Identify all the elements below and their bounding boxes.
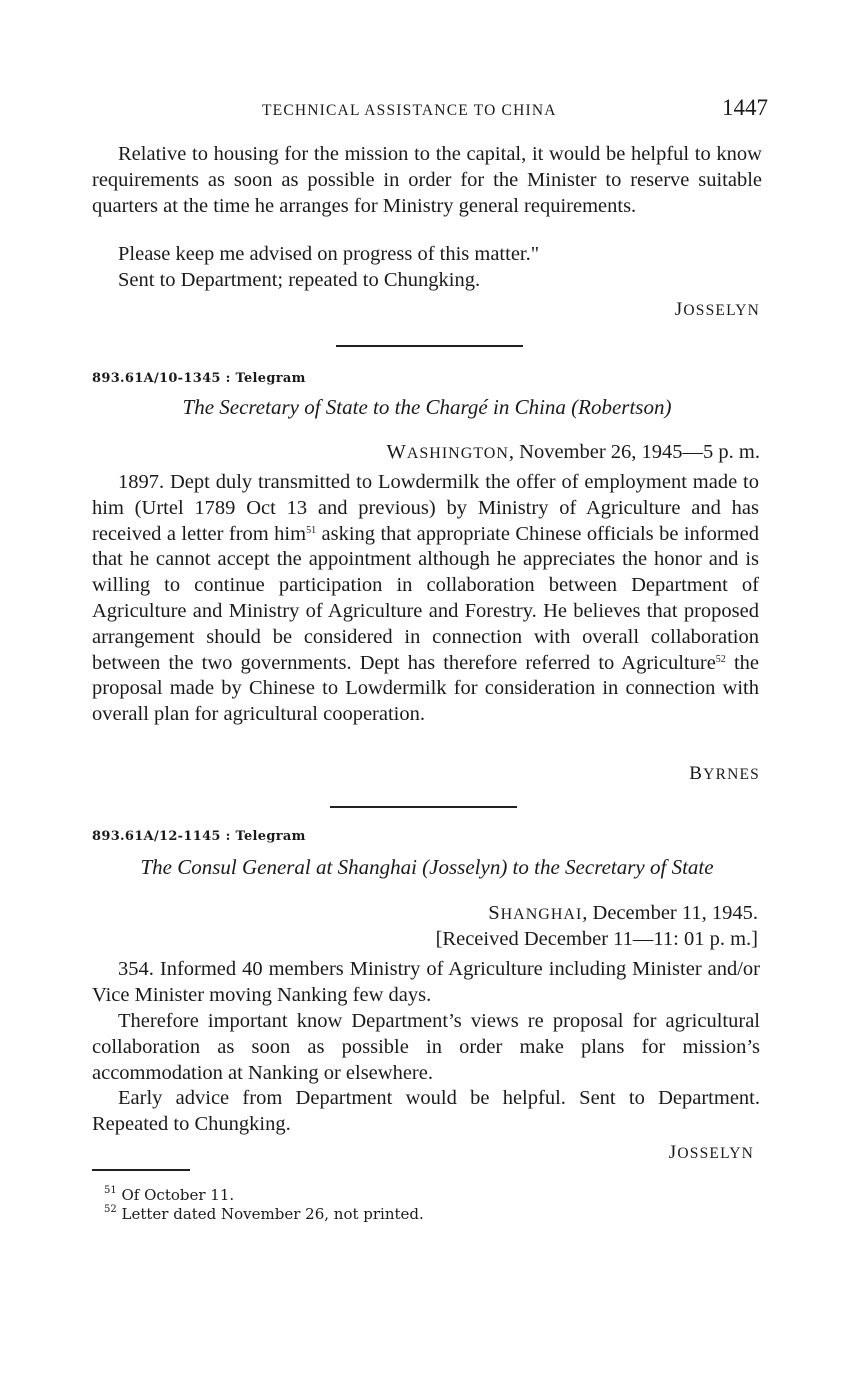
- running-title: TECHNICAL ASSISTANCE TO CHINA: [262, 102, 557, 119]
- section-divider: [330, 806, 517, 808]
- telegram-paragraph: Therefore important know Department’s views re proposal for agricultural collaboration as soon as possible in order make plans for mission’s accommodation at Nanking or elsewhere.: [92, 1010, 760, 1084]
- signature-josselyn-1: JOSSELYN: [674, 299, 760, 320]
- continuation-distribution: Sent to Department; repeated to Chungking.: [118, 269, 481, 291]
- dateline: SHANGHAI, December 11, 1945.: [488, 902, 758, 924]
- document-title: The Secretary of State to the Chargé in China (Robertson): [182, 395, 672, 419]
- footnote-ref-52: 52: [715, 653, 726, 665]
- telegram-paragraph: 354. Informed 40 members Ministry of Agriculture including Minister and/or Vice Minister moving Nanking few days.: [92, 958, 760, 1006]
- dateline: WASHINGTON, November 26, 1945—5 p. m.: [386, 441, 760, 463]
- footnote-ref-51: 51: [306, 524, 317, 536]
- footnote-rule: [92, 1169, 190, 1171]
- signature-byrnes: BYRNES: [689, 763, 760, 784]
- footnote-52: $^{52}$ Letter dated November 26, not printed.: [104, 1204, 424, 1223]
- signature-josselyn-2: JOSSELYN: [668, 1142, 754, 1163]
- telegram-body: 1897. Dept duly transmitted to Lowdermilk the offer of employment made to him (Urtel 1789 Oct 13 and previous) by Ministry of Agriculture and has received a letter from him$^{51}$ asking that appropriate Chinese officials be informed that he cannot accept the appointment although he appreciates the honor and is willing to continue participation in collaboration between Department of Agriculture and Ministry of Agriculture and Forestry. He believes that proposed arrangement should be considered in connection with overall collaboration between the two governments. Dept has therefore referred to Agriculture$^{52}$ the proposal made by Chinese to Lowdermilk for consideration in connection with overall plan for agricultural cooperation.: [92, 471, 759, 726]
- file-number: 893.61A/10-1345 : Telegram: [92, 371, 306, 386]
- footnote-51: $^{51}$ Of October 11.: [104, 1185, 235, 1204]
- page-header: [92, 95, 768, 126]
- continuation-request: Please keep me advised on progress of this matter.": [118, 243, 540, 265]
- continuation-paragraph: Relative to housing for the mission to the capital, it would be helpful to know requirements as soon as possible in order for the Minister to reserve suitable quarters at the time he arranges for Ministry general requirements.: [92, 143, 762, 217]
- document-title: The Consul General at Shanghai (Josselyn) to the Secretary of State: [140, 855, 714, 879]
- file-number: 893.61A/12-1145 : Telegram: [92, 829, 306, 844]
- received-line: [Received December 11—11: 01 p. m.]: [435, 928, 758, 950]
- telegram-paragraph: Early advice from Department would be helpful. Sent to Department. Repeated to Chungking.: [92, 1087, 760, 1135]
- page-number: 1447: [722, 95, 768, 120]
- section-divider: [336, 345, 523, 347]
